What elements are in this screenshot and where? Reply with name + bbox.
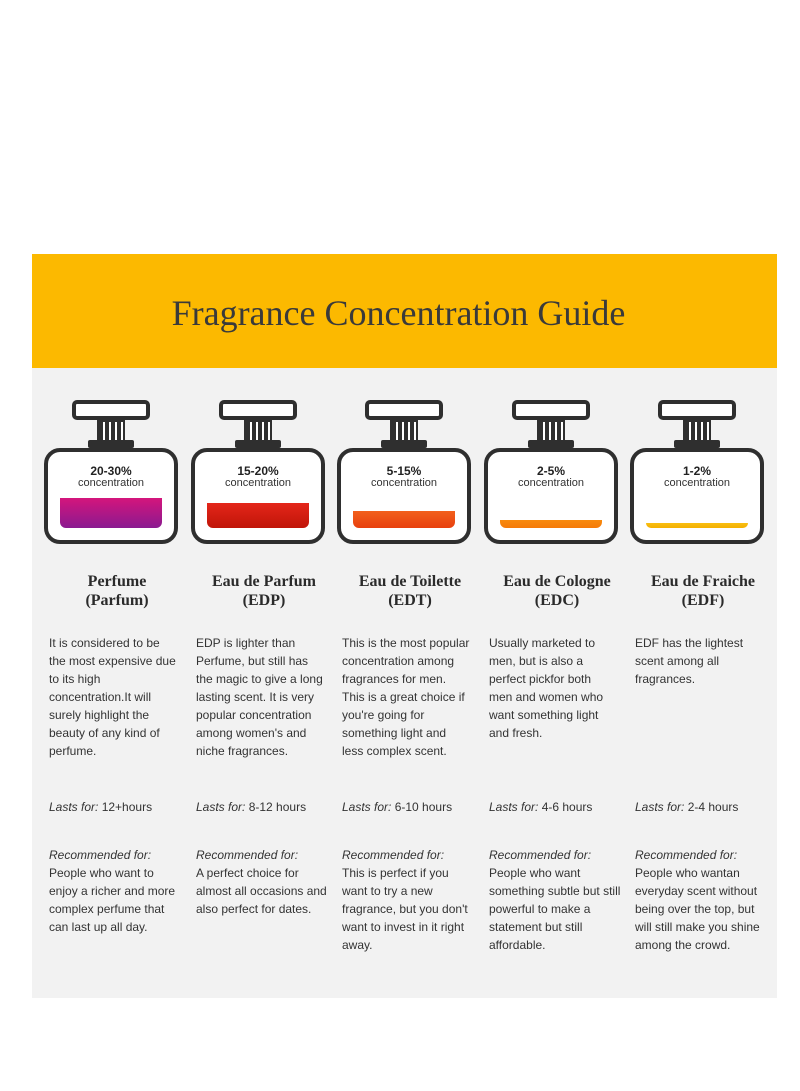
bottle-cap (365, 400, 443, 420)
bottle-cap (658, 400, 736, 420)
fragrance-description: Usually marketed to men, but is also a perfect pickfor both men and women who want something light and fresh. (489, 636, 604, 740)
recommended-text: People who wantan everyday scent without being over the top, but will still make you shine among the crowd. (635, 866, 760, 952)
recommended-text: People who want to enjoy a richer and more complex perfume that can last up all day. (49, 866, 176, 934)
recommended-text: People who want something subtle but still powerful to make a statement but still affordable. (489, 866, 621, 952)
bottle-collar (381, 440, 427, 448)
fragrance-column-edc (484, 400, 630, 952)
lasts-value: 4-6 hours (541, 800, 593, 814)
bottle-cap (512, 400, 590, 420)
lasts-for: Lasts for: 4-6 hours (489, 800, 593, 814)
liquid-level (646, 523, 748, 528)
bottle-icon (484, 400, 618, 550)
bottle-neck (97, 420, 125, 442)
page-title: Fragrance Concentration Guide (171, 293, 626, 333)
concentration-percent: 2-5% (536, 464, 565, 478)
bottle-icon (630, 400, 764, 550)
bottle-body (191, 448, 325, 544)
bottle-neck (390, 420, 418, 442)
bottle-neck (244, 420, 272, 442)
liquid-level (207, 503, 309, 528)
bottle-neck (683, 420, 711, 442)
concentration-percent: 15-20% (237, 464, 279, 478)
bottle-icon (337, 400, 471, 550)
fragrance-column-perfume (44, 400, 190, 934)
bottle-collar (674, 440, 720, 448)
liquid-level (500, 520, 602, 528)
recommended-text: A perfect choice for almost all occasions and also perfect for dates. (196, 866, 327, 916)
concentration-label: concentration (370, 477, 438, 489)
concentration-percent: 20-30% (90, 464, 132, 478)
liquid-level (60, 498, 162, 528)
bottle-cap (72, 400, 150, 420)
concentration-label: concentration (517, 477, 585, 489)
fragrance-name: Eau de Toilette (EDT) (358, 573, 462, 609)
concentration-percent: 1-2% (682, 464, 711, 478)
recommended-for: Recommended for: This is perfect if you want to try a new fragrance, but you don't want to invest in it right away. (342, 848, 468, 952)
lasts-for: Lasts for: 8-12 hours (196, 800, 307, 814)
bottle-cap (219, 400, 297, 420)
title-banner (32, 254, 777, 368)
bottle-icon (191, 400, 325, 550)
lasts-value: 2-4 hours (687, 800, 739, 814)
recommended-for: Recommended for: People who want to enjoy a richer and more complex perfume that can last up all day. (49, 848, 176, 934)
fragrance-column-edf (630, 400, 776, 952)
recommended-for: Recommended for: People who wantan everyday scent without being over the top, but will still make you shine among the crowd. (635, 848, 760, 952)
guide-card (32, 254, 777, 998)
liquid-level (353, 511, 455, 528)
concentration-percent: 5-15% (386, 464, 422, 478)
fragrance-name: Eau de Parfum (EDP) (212, 573, 316, 609)
lasts-for: Lasts for: 6-10 hours (342, 800, 453, 814)
recommended-text: This is perfect if you want to try a new fragrance, but you don't want to invest in it right away. (342, 866, 468, 952)
fragrance-description: It is considered to be the most expensive due to its high concentration.It will surely highlight the beauty of any kind of perfume. (49, 636, 176, 758)
bottle-neck (537, 420, 565, 442)
lasts-for: Lasts for: 2-4 hours (635, 800, 739, 814)
bottle-icon (44, 400, 178, 550)
recommended-for: Recommended for: A perfect choice for almost all occasions and also perfect for dates. (196, 848, 327, 916)
concentration-label: concentration (77, 477, 145, 489)
fragrance-description: EDP is lighter than Perfume, but still has the magic to give a long lasting scent. It is very popular concentration among women's and niche fragrances. (196, 636, 323, 758)
lasts-value: 6-10 hours (394, 800, 453, 814)
fragrance-column-edp (191, 400, 337, 916)
fragrance-name: Eau de Cologne (EDC) (503, 573, 611, 609)
bottle-collar (88, 440, 134, 448)
lasts-value: 8-12 hours (248, 800, 307, 814)
bottle-collar (235, 440, 281, 448)
fragrance-column-edt (337, 400, 483, 952)
bottle-body (484, 448, 618, 544)
fragrance-name: Perfume (Parfum) (85, 573, 149, 609)
concentration-label: concentration (224, 477, 292, 489)
bottle-body (337, 448, 471, 544)
lasts-for: Lasts for: 12+hours (49, 800, 153, 814)
fragrance-name: Eau de Fraiche (EDF) (651, 573, 755, 609)
fragrance-description: EDF has the lightest scent among all fragrances. (635, 636, 744, 686)
lasts-value: 12+hours (101, 800, 153, 814)
concentration-label: concentration (663, 477, 731, 489)
recommended-for: Recommended for: People who want something subtle but still powerful to make a statement but still affordable. (489, 848, 621, 952)
fragrance-description: This is the most popular concentration among fragrances for men. This is a great choice if you're going for something light and less complex scent. (342, 636, 470, 758)
bottle-body (44, 448, 178, 544)
bottle-body (630, 448, 764, 544)
bottle-collar (528, 440, 574, 448)
